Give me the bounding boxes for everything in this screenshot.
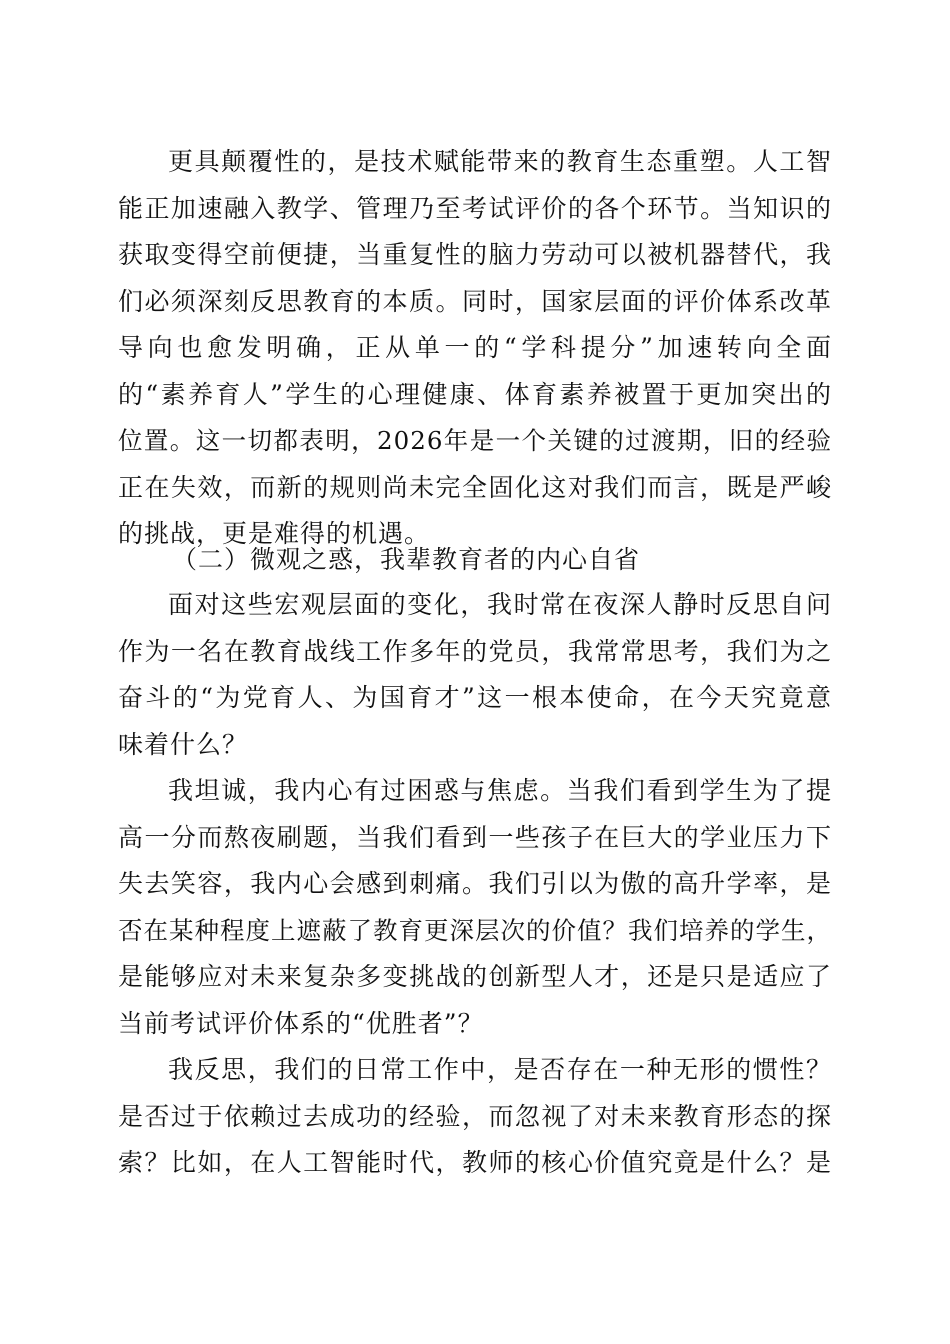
text-line: 奋斗的“为党育人、为国育才”这一根本使命，在今天究竟意	[118, 683, 832, 712]
text-line: 我反思，我们的日常工作中，是否存在一种无形的惯性？	[168, 1055, 832, 1084]
text-line: 失去笑容，我内心会感到刺痛。我们引以为傲的高升学率，是	[118, 869, 832, 898]
text-line: 我坦诚，我内心有过困惑与焦虑。当我们看到学生为了提	[168, 776, 832, 805]
text-line: 获取变得空前便捷，当重复性的脑力劳动可以被机器替代，我	[118, 240, 832, 269]
paragraph-inertia	[118, 1047, 832, 1187]
text-line: 的挑战，更是难得的机遇。	[118, 519, 431, 548]
text-line: 面对这些宏观层面的变化，我时常在夜深人静时反思自问	[168, 590, 832, 619]
text-line: 否在某种程度上遮蔽了教育更深层次的价值？我们培养的学生，	[118, 915, 832, 945]
text-line: 是能够应对未来复杂多变挑战的创新型人才，还是只是适应了	[118, 962, 832, 991]
section-heading	[118, 537, 832, 584]
text-line: 高一分而熬夜刷题，当我们看到一些孩子在巨大的学业压力下	[118, 822, 832, 852]
section-heading-text: （二）微观之惑，我辈教育者的内心自省	[172, 545, 641, 574]
text-line: 的“素养育人”学生的心理健康、体育素养被置于更加突出的	[118, 379, 832, 409]
text-line: 正在失效，而新的规则尚未完全固化这对我们而言，既是严峻	[118, 472, 832, 502]
text-line: 索？比如，在人工智能时代，教师的核心价值究竟是什么？是	[118, 1148, 832, 1177]
text-line: 是否过于依赖过去成功的经验，而忽视了对未来教育形态的探	[118, 1101, 832, 1131]
text-line: 位置。这一切都表明，2026年是一个关键的过渡期，旧的经验	[118, 426, 832, 455]
text-line: 更具颠覆性的，是技术赋能带来的教育生态重塑。人工智	[168, 147, 832, 176]
text-line: 当前考试评价体系的“优胜者”？	[118, 1008, 484, 1038]
text-line: 们必须深刻反思教育的本质。同时，国家层面的评价体系改革	[118, 286, 832, 316]
text-line: 导向也愈发明确，正从单一的“学科提分”加速转向全面	[118, 333, 832, 362]
text-line: 能正加速融入教学、管理乃至考试评价的各个环节。当知识的	[118, 193, 832, 223]
text-line: 作为一名在教育战线工作多年的党员，我常常思考，我们为之	[118, 636, 832, 666]
paragraph-ecosystem-reshaping	[118, 139, 832, 558]
paragraph-confusion	[118, 768, 832, 1047]
text-line: 味着什么？	[118, 729, 249, 759]
paragraph-reflection	[118, 582, 832, 768]
